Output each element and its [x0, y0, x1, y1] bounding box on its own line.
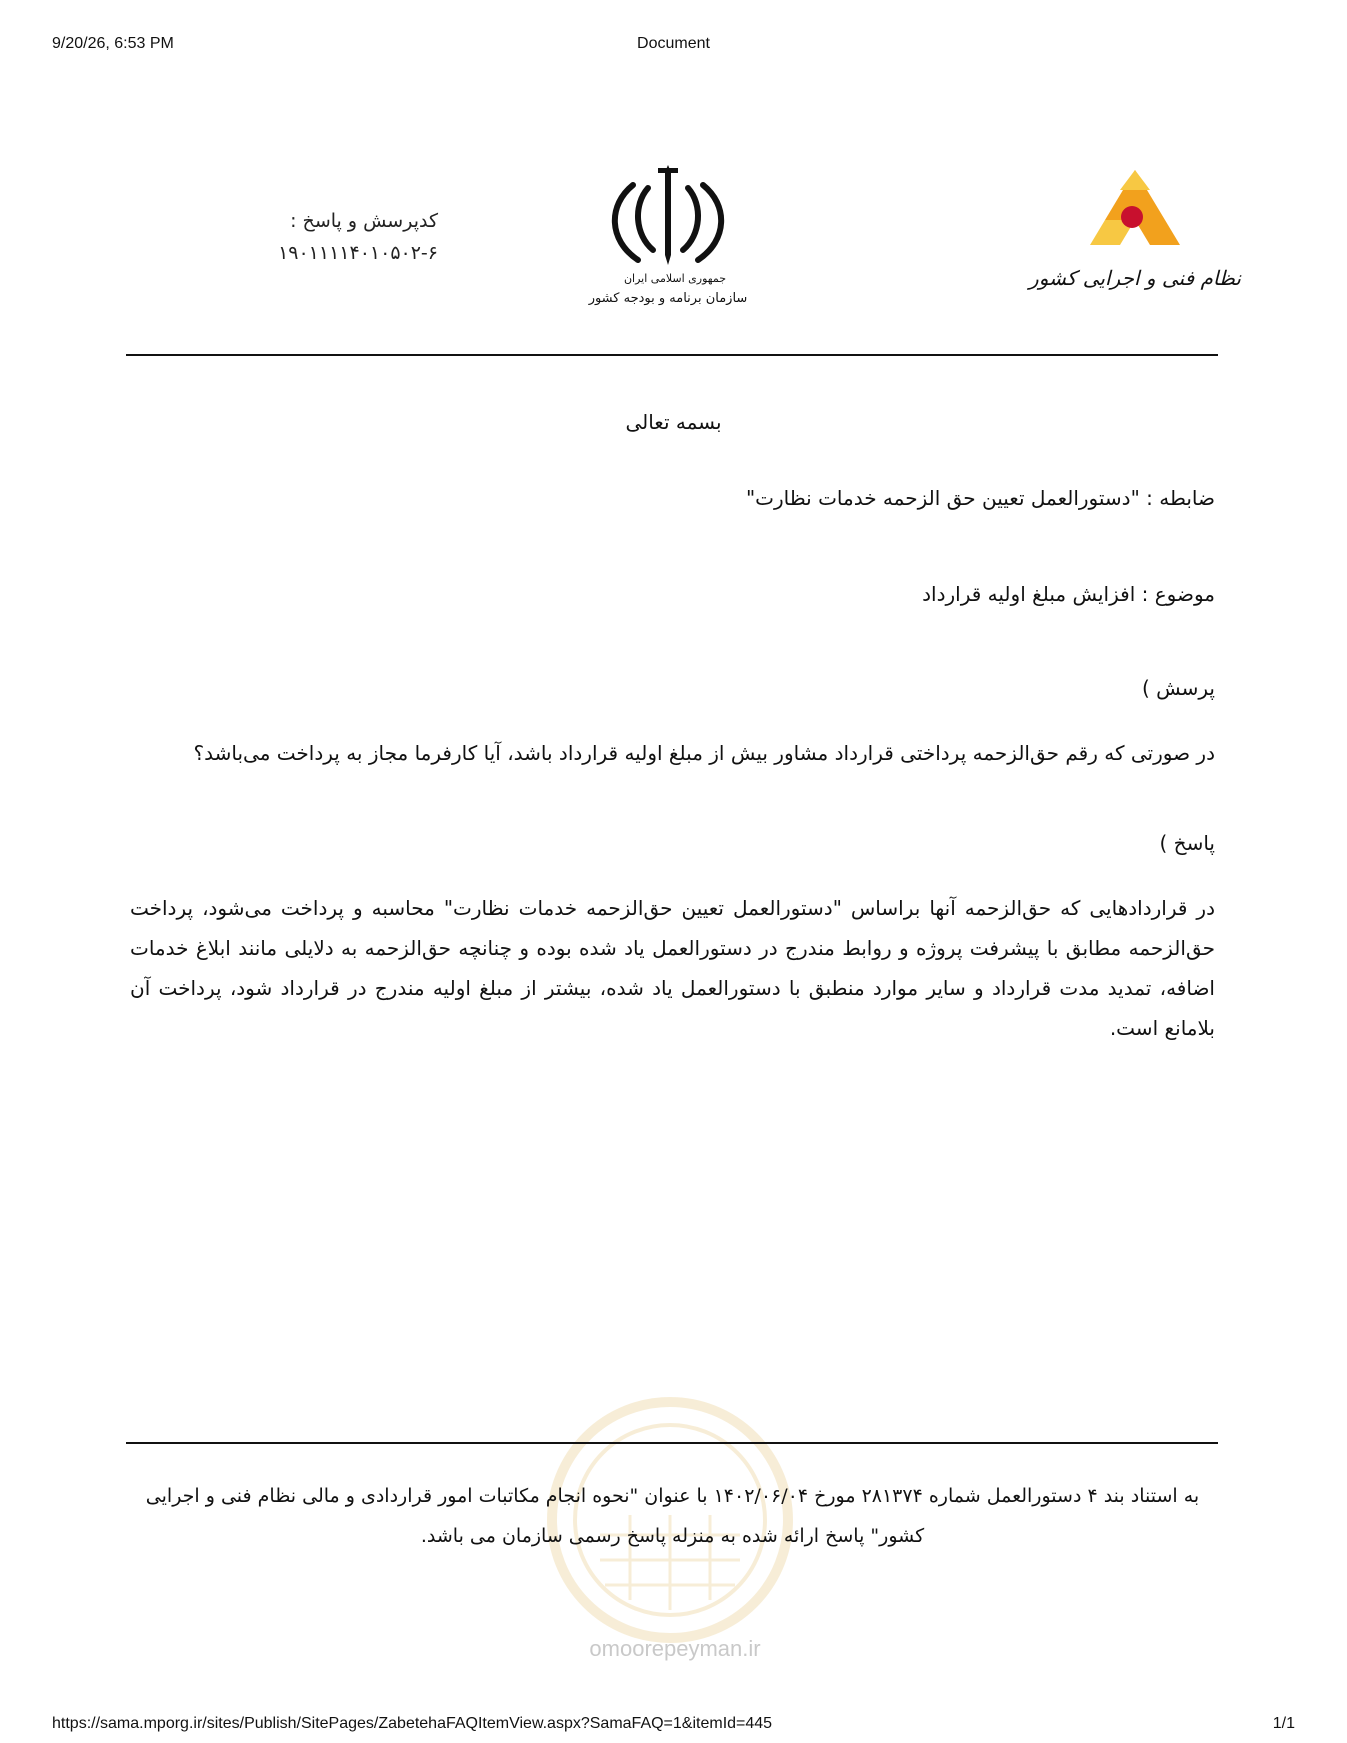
footer-note: به استناد بند ۴ دستورالعمل شماره ۲۸۱۳۷۴ مورخ ۱۴۰۲/۰۶/۰۴ با عنوان "نحوه انجام مکاتبات امور قراردادی و مالی نظام فنی و اجرایی کشور" پاسخ ارائه شده به منزله پاسخ رسمی سازمان می باشد. [145, 1485, 1200, 1547]
iran-emblem-icon [588, 160, 748, 310]
answer-text: در قراردادهایی که حق‌الزحمه آنها براساس "دستورالعمل تعیین حق‌الزحمه خدمات نظارت" محاسبه و پرداخت می‌شود، پرداخت حق‌الزحمه مطابق با پیشرفت پروژه و روابط مندرج در دستورالعمل یاد شده بوده و چنانچه حق‌الزحمه به دلایلی مانند ابلاغ خدمات اضافه، تمدید مدت قرارداد و سایر موارد منطبق با دستورالعمل یاد شده، بیشتر از مبلغ اولیه مندرج در قرارداد شود، پرداخت آن بلامانع است. [130, 896, 1215, 1040]
question-text: در صورتی که رقم حق‌الزحمه پرداختی قرارداد مشاور بیش از مبلغ اولیه قرارداد باشد، آیا کارفرما مجاز به پرداخت می‌باشد؟ [193, 741, 1215, 765]
footer-divider [126, 1442, 1218, 1444]
emblem-line2: سازمان برنامه و بودجه کشور [588, 291, 748, 306]
nezam-fanni-logo-icon [1029, 165, 1241, 300]
subject-line: موضوع : افزایش مبلغ اولیه قرارداد [922, 582, 1215, 606]
qa-code-value: ۱۹۰۱۱۱۱۴۰۱۰۵۰۲-۶ [278, 242, 438, 264]
print-page-number: 1/1 [1272, 1715, 1295, 1732]
qa-code-label: کدپرسش و پاسخ : [290, 210, 438, 232]
emblem-line1: جمهوری اسلامی ایران [623, 272, 727, 285]
print-date: 9/20/26, 6:53 PM [52, 35, 174, 52]
print-url: https://sama.mporg.ir/sites/Publish/SitePages/ZabetehaFAQItemView.aspx?SamaFAQ=1&itemId=445 [52, 1715, 773, 1732]
basmala: بسمه تعالی [625, 410, 722, 434]
header-divider [126, 354, 1218, 356]
answer-heading: پاسخ ) [1159, 831, 1215, 855]
qa-code-block [238, 205, 438, 269]
watermark-site: omoorepeyman.ir [589, 1636, 761, 1661]
regulation-line: ضابطه : "دستورالعمل تعیین حق الزحمه خدمات نظارت" [745, 486, 1215, 510]
logo-text: نظام فنی و اجرایی کشور [1029, 266, 1241, 290]
question-heading: پرسش ) [1141, 676, 1215, 700]
print-title: Document [637, 35, 710, 52]
